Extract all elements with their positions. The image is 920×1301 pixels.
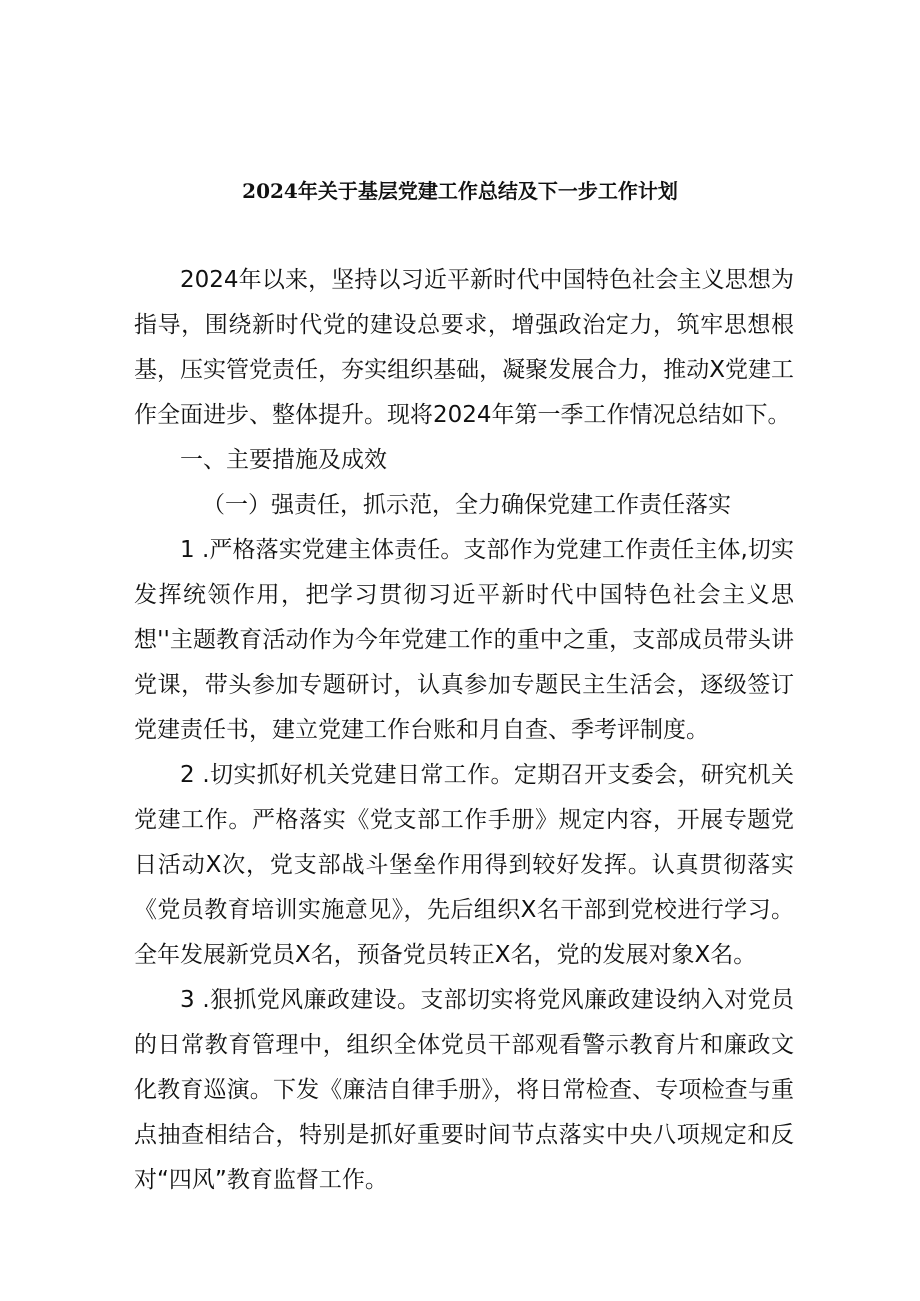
document-title: 2024年关于基层党建工作总结及下一步工作计划 (242, 179, 678, 203)
section-heading: 一、主要措施及成效 (180, 447, 387, 473)
intro-paragraph: 2024年以来，坚持以习近平新时代中国特色社会主义思想为指导，围绕新时代党的建设总要求，增强政治定力，筑牢思想根基，压实管党责任，夯实组织基础，凝聚发展合力，推动X党建工作全面进步、整体提升。现将2024年第一季工作情况总结如下。 (134, 267, 794, 428)
item-paragraph-1: 1 .严格落实党建主体责任。支部作为党建工作责任主体,切实发挥统领作用，把学习贯彻习近平新时代中国特色社会主义思想''主题教育活动作为今年党建工作的重中之重，支部成员带头讲党课，带头参加专题研讨，认真参加专题民主生活会，逐级签订党建责任书，建立党建工作台账和月自查、季考评制度。 (134, 537, 794, 743)
item-paragraph-2: 2 .切实抓好机关党建日常工作。定期召开支委会，研究机关党建工作。严格落实《党支部工作手册》规定内容，开展专题党日活动X次，党支部战斗堡垒作用得到较好发挥。认真贯彻落实《党员教育培训实施意见》，先后组织X名干部到党校进行学习。全年发展新党员X名，预备党员转正X名，党的发展对象X名。 (134, 762, 794, 968)
document-body (134, 258, 794, 1203)
item-paragraph-3: 3 .狠抓党风廉政建设。支部切实将党风廉政建设纳入对党员的日常教育管理中，组织全体党员干部观看警示教育片和廉政文化教育巡演。下发《廉洁自律手册》，将日常检查、专项检查与重点抽查相结合，特别是抓好重要时间节点落实中央八项规定和反对“四风”教育监督工作。 (134, 987, 794, 1193)
subsection-heading: （一）强责任，抓示范，全力确保党建工作责任落实 (202, 492, 731, 518)
